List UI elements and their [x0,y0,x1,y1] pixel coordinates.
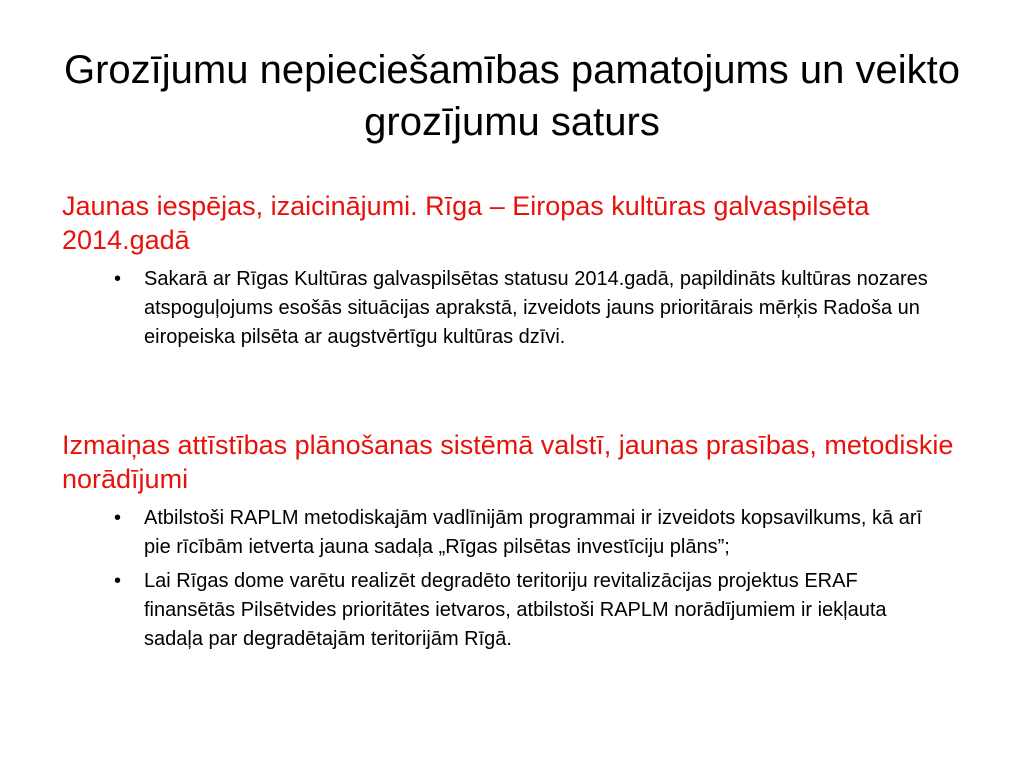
bullet-marker: • [114,268,122,290]
bullet-item [114,504,982,562]
bullet-list [62,504,982,654]
bullet-item [114,265,982,352]
section-heading: Jaunas iespējas, izaicinājumi. Rīga – Eiropas kultūras galvaspilsēta 2014.gadā [62,191,870,255]
section-planning-changes [62,428,982,659]
section-cultural-capital [62,189,982,357]
bullet-list [62,265,982,352]
bullet-marker: • [114,507,122,529]
bullet-text: Sakarā ar Rīgas Kultūras galvaspilsētas statusu 2014.gadā, papildināts kultūras nozares atspoguļojums esošās situācijas aprakstā, izveidots jauns prioritārais mērķis Radoša un eiropeiska pilsēta ar augstvērtīgu kultūras dzīvi. [144,268,928,348]
section-heading: Izmaiņas attīstības plānošanas sistēmā valstī, jaunas prasības, metodiskie norādījumi [62,430,954,494]
bullet-item [114,567,982,654]
bullet-text: Lai Rīgas dome varētu realizēt degradēto teritoriju revitalizācijas projektus ERAF finansētās Pilsētvides prioritātes ietvaros, atbilstoši RAPLM norādījumiem ir iekļauta sadaļa par degradētajām teritorijām Rīgā. [144,570,887,650]
slide-title: Grozījumu nepieciešamības pamatojums un veikto grozījumu saturs [64,48,960,144]
bullet-text: Atbilstoši RAPLM metodiskajām vadlīnijām programmai ir izveidots kopsavilkums, kā arī pie rīcībām ietverta jauna sadaļa „Rīgas pilsētas investīciju plāns”; [144,507,923,558]
bullet-marker: • [114,570,122,592]
